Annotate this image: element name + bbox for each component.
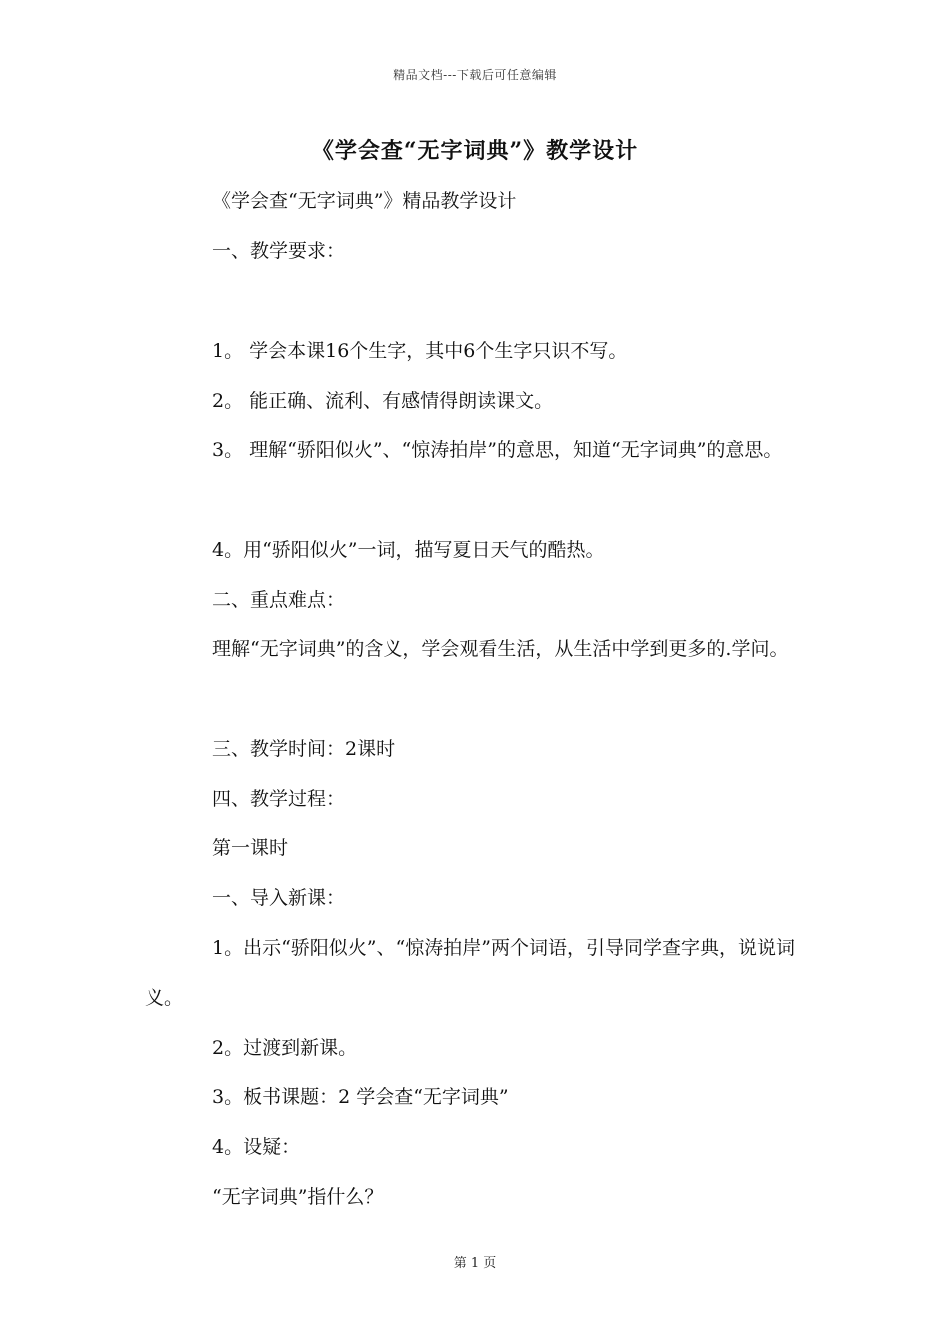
requirement-item-4: 4。用“骄阳似火”一词，描写夏日天气的酷热。	[212, 539, 605, 561]
step-item-1: 1。出示“骄阳似火”、“惊涛拍岸”两个词语，引导同学查字典，说说词义。	[145, 937, 795, 1009]
page-header-note: 精品文档---下载后可任意编辑	[393, 68, 557, 82]
step-item-3: 3。板书课题：2 学会查“无字词典”	[212, 1086, 509, 1108]
requirement-item-2: 2。 能正确、流利、有感情得朗读课文。	[212, 390, 554, 412]
step-item-2: 2。过渡到新课。	[212, 1037, 358, 1059]
step-heading-introduction: 一、导入新课：	[212, 887, 346, 909]
section-heading-key-points: 二、重点难点：	[212, 589, 346, 611]
subtitle-paragraph: 《学会查“无字词典”》精品教学设计	[212, 190, 517, 212]
document-title: 《学会查“无字词典”》教学设计	[311, 138, 639, 164]
lesson-heading-first: 第一课时	[212, 837, 289, 859]
section-heading-teaching-process: 四、教学过程：	[212, 788, 346, 810]
question-paragraph: “无字词典”指什么？	[212, 1186, 384, 1208]
requirement-item-3: 3。 理解“骄阳似火”、“惊涛拍岸”的意思，知道“无字词典”的意思。	[212, 439, 783, 461]
requirement-item-1: 1。 学会本课16个生字，其中6个生字只识不写。	[212, 340, 628, 362]
key-points-paragraph: 理解“无字词典”的含义，学会观看生活，从生活中学到更多的.学问。	[212, 638, 789, 660]
page-number: 第 1 页	[453, 1256, 497, 1271]
section-heading-teaching-time: 三、教学时间：2课时	[212, 738, 396, 760]
step-item-4: 4。设疑：	[212, 1136, 301, 1158]
section-heading-requirements: 一、教学要求：	[212, 240, 346, 262]
